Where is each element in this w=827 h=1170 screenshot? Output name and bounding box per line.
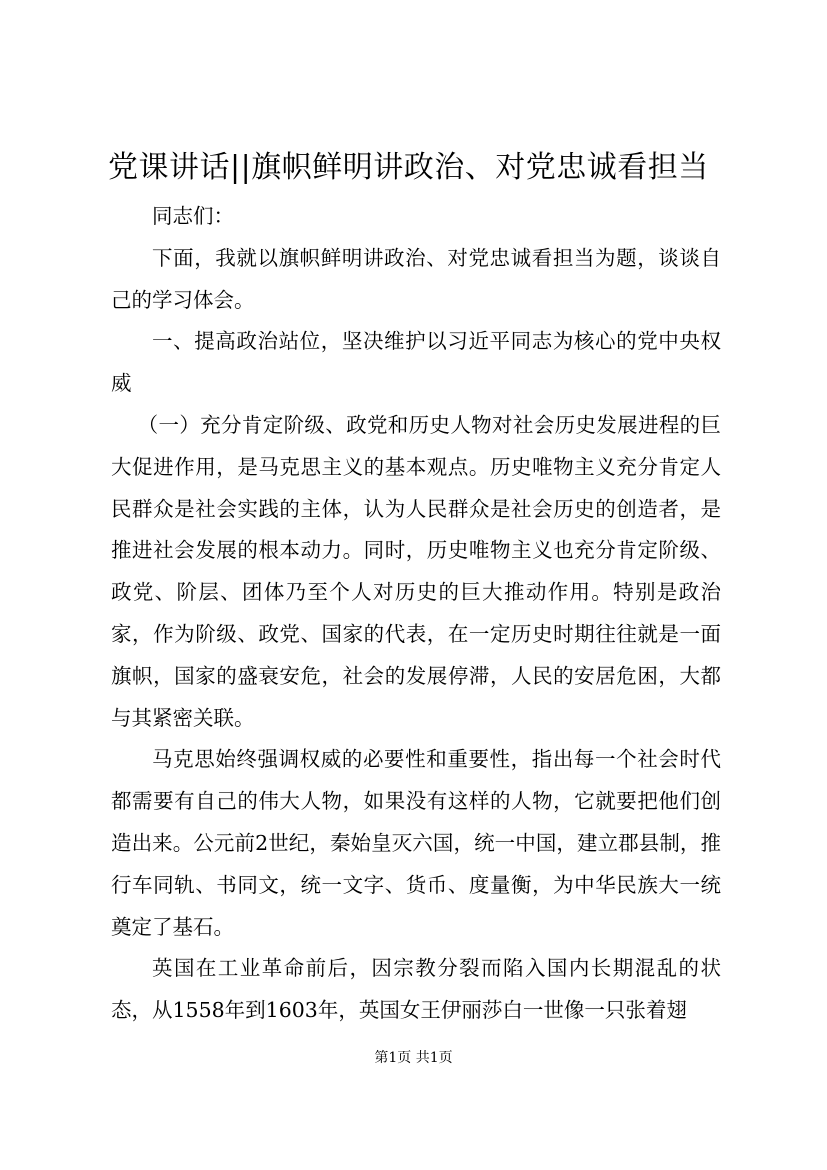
england-paragraph: 英国在工业革命前后，因宗教分裂而陷入国内长期混乱的状态，从1558年到1603年，英国女王伊丽莎白一世像一只张着翅 xyxy=(111,956,721,1023)
subsection-paragraph: （一）充分肯定阶级、政党和历史人物对社会历史发展进程的巨大促进作用，是马克思主义的基本观点。历史唯物主义充分肯定人民群众是社会实践的主体，认为人民群众是社会历史的创造者，是推进社会发展的根本动力。同时，历史唯物主义也充分肯定阶级、政党、阶层、团体乃至个人对历史的巨大推动作用。特别是政治家，作为阶级、政党、国家的代表，在一定历史时期往往就是一面旗帜，国家的盛衰安危，社会的发展停滞，人民的安居危困，大都与其紧密关联。 xyxy=(111,412,721,730)
page-footer: 第1页 共1页 xyxy=(374,1050,453,1066)
intro-paragraph: 下面，我就以旗帜鲜明讲政治、对党忠诚看担当为题，谈谈自己的学习体会。 xyxy=(111,245,721,312)
marx-authority-paragraph: 马克思始终强调权威的必要性和重要性，指出每一个社会时代都需要有自己的伟大人物，如果没有这样的人物，它就要把他们创造出来。公元前2世纪，秦始皇灭六国，统一中国，建立郡县制，推行车同轨、书同文，统一文字、货币、度量衡，为中华民族大一统奠定了基石。 xyxy=(111,747,721,939)
document-body xyxy=(111,196,721,1032)
section-heading-paragraph: 一、提高政治站位，坚决维护以习近平同志为核心的党中央权威 xyxy=(111,329,721,396)
document-title: 党课讲话||旗帜鲜明讲政治、对党忠诚看担当 xyxy=(108,150,709,185)
salutation-paragraph: 同志们： xyxy=(152,204,234,228)
